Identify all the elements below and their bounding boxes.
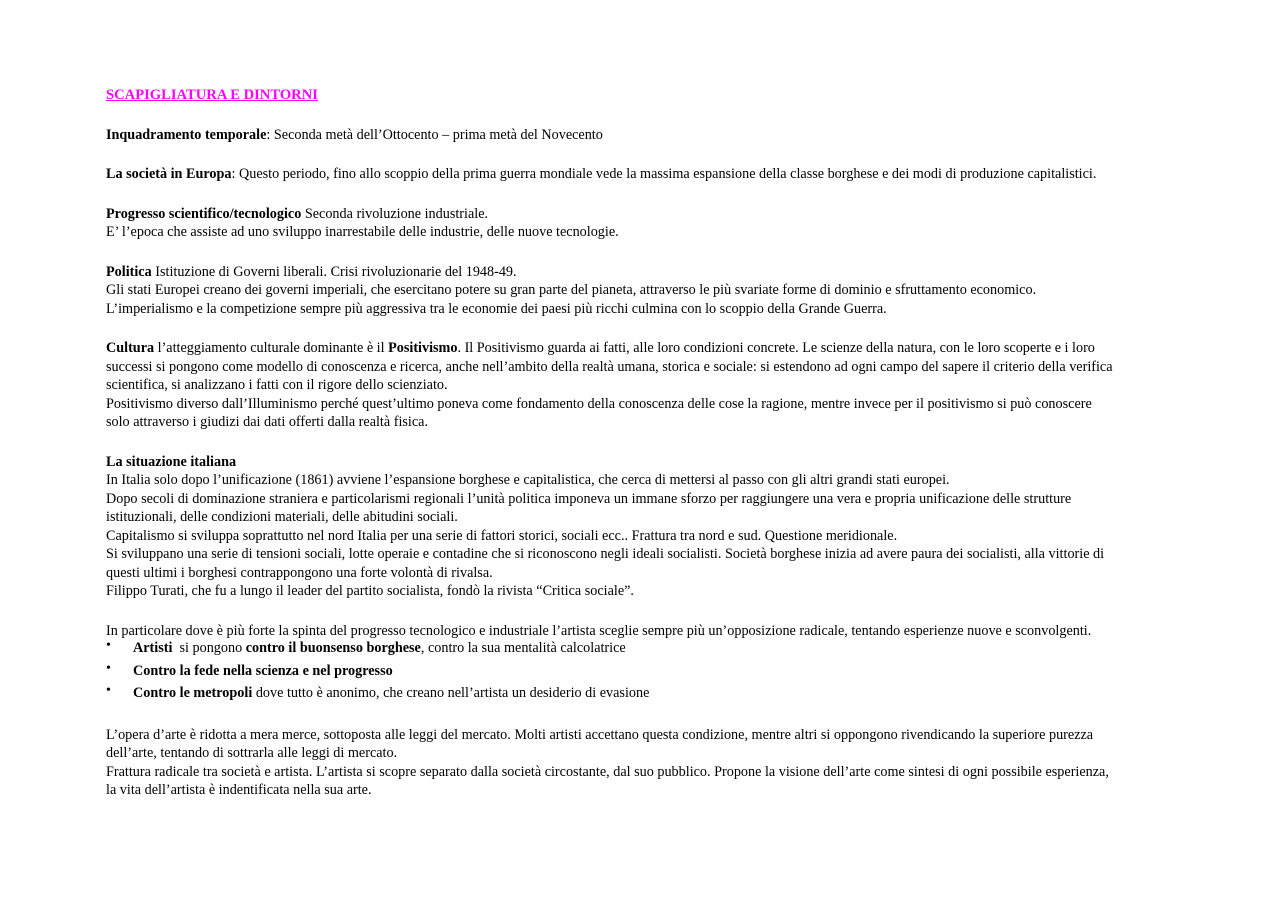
bullet-list — [106, 637, 1196, 705]
bullet-item — [106, 637, 1196, 660]
politica-line2: Gli stati Europei creano dei governi imperiali, che esercitano potere su gran parte del pianeta, attraverso le più svariate forme di dominio e sfruttamento economico. — [106, 282, 1037, 298]
section-societa — [106, 165, 1196, 184]
document-title: SCAPIGLIATURA E DINTORNI — [106, 87, 318, 103]
progresso-text: Seconda rivoluzione industriale. — [301, 205, 489, 222]
cultura-line3: scientifica, si analizzano i fatti con il rigore dello scienziato. — [106, 377, 448, 393]
temporale-text: : Seconda metà dell’Ottocento – prima metà del Novecento — [266, 126, 603, 143]
cultura-line5: solo attraverso i giudizi dai dati offerti dalla realtà fisica. — [106, 414, 428, 430]
bullet-text: dove tutto è anonimo, che creano nell’artista un desiderio di evasione — [252, 685, 650, 701]
section-politica — [106, 263, 1196, 319]
bullet-item — [106, 660, 1196, 683]
section-italia — [106, 453, 1196, 601]
opera-line: dell’arte, tentando di sottrarla alle leggi di mercato. — [106, 745, 398, 761]
bullet-icon: • — [106, 683, 111, 698]
section-temporale — [106, 126, 1196, 145]
temporale-label: Inquadramento temporale — [106, 126, 267, 143]
cultura-line4: Positivismo diverso dall’Illuminismo perché quest’ultimo poneva come fondamento della conoscenza delle cose la ragione, mentre invece per il positivismo si può conoscere — [106, 395, 1092, 412]
particolare-text: In particolare dove è più forte la spinta del progresso tecnologico e industriale l’artista sceglie sempre più un’opposizione radicale, tentando esperienze nuove e sconvolgenti. — [106, 622, 1092, 639]
progresso-label: Progresso scientifico/tecnologico — [106, 205, 302, 222]
italia-line: questi ultimi i borghesi contrappongono una forte volontà di rivalsa. — [106, 564, 493, 581]
bullet-item — [106, 682, 1196, 705]
cultura-text-a: l’atteggiamento culturale dominante è il — [154, 340, 389, 356]
cultura-text-b: . Il Positivismo guarda ai fatti, alle loro condizioni concrete. Le scienze della natura, con le loro scoperte e i loro — [457, 340, 1095, 356]
italia-line: Dopo secoli di dominazione straniera e particolarismi regionali l’unità politica imponeva un immane sforzo per raggiungere una vera e propria unificazione delle strutture — [106, 490, 1072, 507]
italia-heading: La situazione italiana — [106, 453, 237, 470]
progresso-line2: E’ l’epoca che assiste ad uno sviluppo inarrestabile delle industrie, delle nuove tecnologie. — [106, 224, 619, 240]
italia-line: In Italia solo dopo l’unificazione (1861) avviene l’espansione borghese e capitalistica, che cerca di mettersi al passo con gli altri grandi stati europei. — [106, 472, 950, 488]
opera-line: la vita dell’artista è indentificata nella sua arte. — [106, 782, 372, 798]
opera-line: L’opera d’arte è ridotta a mera merce, sottoposta alle leggi del mercato. Molti artisti accettano questa condizione, mentre altri si oppongono rivendicando la superiore purezza — [106, 726, 1094, 743]
cultura-line2: successi si pongono come modello di conoscenza e ricerca, anche nell’ambito della realtà umana, storica e sociale: si estendono ad ogni campo del sapere il criterio della verifica — [106, 358, 1113, 375]
italia-line: Capitalismo si sviluppa soprattutto nel nord Italia per una serie di fattori storici, sociali ecc.. Frattura tra nord e sud. Questione meridionale. — [106, 527, 898, 544]
italia-line: istituzionali, delle condizioni materiali, delle abitudini sociali. — [106, 509, 458, 525]
politica-line3: L’imperialismo e la competizione sempre più aggressiva tra le economie dei paesi più ricchi culmina con lo scoppio della Grande Guerra. — [106, 300, 887, 317]
italia-line: Filippo Turati, che fu a lungo il leader del partito socialista, fondò la rivista “Critica sociale”. — [106, 583, 634, 599]
document-content — [106, 86, 1196, 821]
bullet-text: , contro la sua mentalità calcolatrice — [420, 640, 626, 656]
section-cultura — [106, 339, 1196, 432]
societa-text: : Questo periodo, fino allo scoppio della prima guerra mondiale vede la massima espansione della classe borghese e dei modi di produzione capitalistici. — [231, 166, 1097, 182]
italia-line: Si sviluppano una serie di tensioni sociali, lotte operaie e contadine che si riconoscono negli ideali socialisti. Società borghese inizia ad avere paura dei socialisti, alla vittorie di — [106, 546, 1105, 562]
bullet-icon: • — [106, 638, 111, 653]
section-opera — [106, 726, 1196, 800]
cultura-label: Cultura — [106, 340, 155, 356]
section-progresso — [106, 205, 1196, 242]
bullet-text: si pongono — [172, 640, 246, 656]
cultura-positivismo: Positivismo — [388, 340, 458, 356]
politica-text: Istituzione di Governi liberali. Crisi rivoluzionarie del 1948-49. — [151, 263, 517, 280]
bullet-bold: Contro la fede nella scienza e nel progresso — [133, 662, 393, 679]
bullet-icon: • — [106, 660, 111, 676]
opera-line: Frattura radicale tra società e artista. L’artista si scopre separato dalla società circostante, dal suo pubblico. Propone la visione dell’arte come sintesi di ogni possibile esperienza, — [106, 763, 1109, 780]
bullet-bold: Contro le metropoli — [133, 685, 253, 701]
societa-label: La società in Europa — [106, 166, 232, 182]
bullet-bold: Artisti — [133, 640, 173, 656]
bullet-bold: contro il buonsenso borghese — [245, 640, 421, 656]
politica-label: Politica — [106, 263, 152, 280]
